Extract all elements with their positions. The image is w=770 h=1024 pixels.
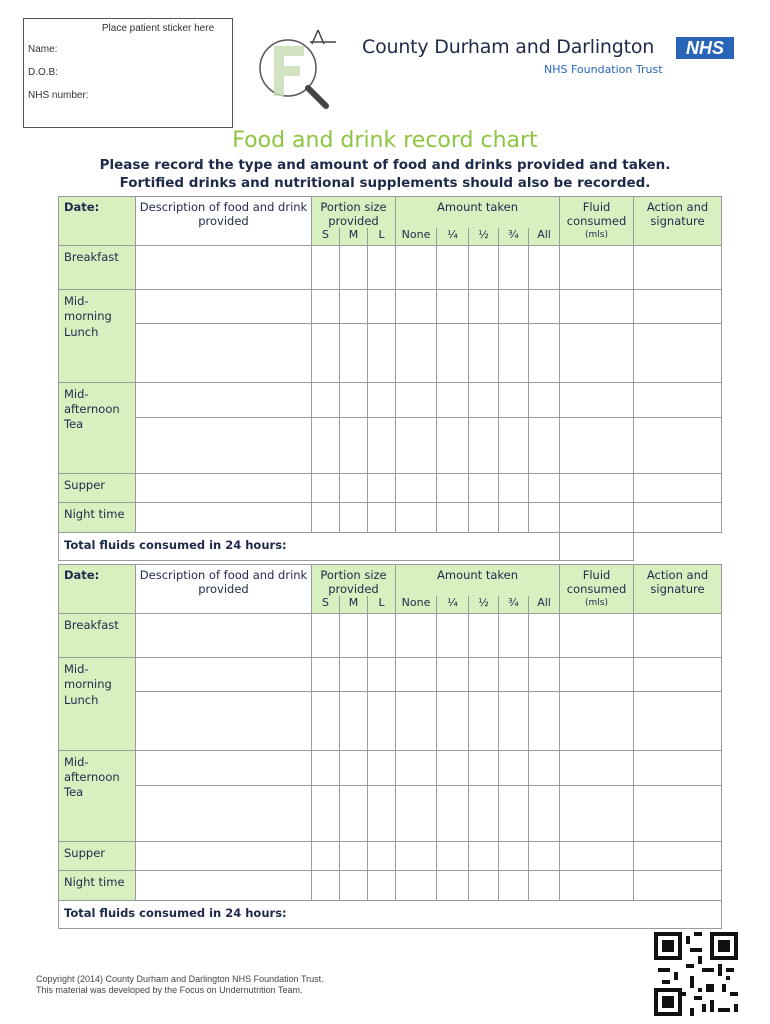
fluid-header: Fluid consumed (mls) (560, 565, 634, 614)
row-mid-afternoon: Mid- afternoon (59, 383, 136, 418)
row-mid-morning: Mid- morning (59, 657, 136, 692)
portion-m: M (340, 228, 368, 245)
nhs-number-label: NHS number: (28, 90, 89, 101)
portion-header: Portion size provided (312, 565, 396, 597)
portion-header: Portion size provided (312, 197, 396, 229)
amount-half: ½ (469, 596, 499, 613)
table-row (59, 417, 722, 473)
fluid-header: Fluid consumed (mls) (560, 197, 634, 246)
patient-sticker-box[interactable] (23, 18, 233, 128)
instruction-line-1: Please record the type and amount of food and drinks provided and taken. (99, 157, 671, 173)
amount-all: All (529, 228, 560, 245)
qr-code-icon (654, 932, 738, 1016)
table-row (59, 785, 722, 841)
instruction-line-2: Fortified drinks and nutritional supplements should also be recorded. (119, 175, 651, 191)
amount-quarter: ¼ (437, 596, 469, 613)
table-row (59, 383, 722, 418)
row-night-time: Night time (59, 870, 136, 900)
table-row (59, 870, 722, 900)
footer (36, 974, 324, 996)
row-supper: Supper (59, 841, 136, 870)
amount-header: Amount taken (396, 565, 560, 597)
amount-header: Amount taken (396, 197, 560, 229)
name-label: Name: (28, 44, 58, 55)
total-fluids-label: Total fluids consumed in 24 hours: (59, 532, 560, 560)
row-lunch: Lunch (59, 324, 136, 383)
sticker-heading: Place patient sticker here (101, 23, 215, 34)
row-mid-afternoon: Mid- afternoon (59, 751, 136, 786)
amount-three-quarter: ¾ (499, 228, 529, 245)
table-row (59, 245, 722, 289)
table-row (59, 289, 722, 324)
dob-label: D.O.B: (28, 67, 59, 78)
table-row (59, 692, 722, 751)
description-header: Description of food and drink provided (136, 197, 312, 246)
total-fluids-field[interactable] (560, 532, 634, 560)
row-supper: Supper (59, 473, 136, 502)
focus-logo-icon (248, 24, 340, 116)
amount-half: ½ (469, 228, 499, 245)
amount-three-quarter: ¾ (499, 596, 529, 613)
action-header: Action and signature (634, 197, 722, 246)
amount-quarter: ¼ (437, 228, 469, 245)
table-row (59, 473, 722, 502)
portion-l: L (368, 596, 396, 613)
table-row (59, 751, 722, 786)
copyright-line: Copyright (2014) County Durham and Darlington NHS Foundation Trust. (36, 974, 324, 984)
developed-by-line: This material was developed by the Focus on Undernutrition Team. (36, 985, 303, 995)
record-chart-1 (58, 196, 713, 561)
record-chart-2 (58, 564, 713, 929)
row-tea: Tea (59, 785, 136, 841)
table-row (59, 324, 722, 383)
description-header: Description of food and drink provided (136, 565, 312, 614)
date-label: Date: (59, 197, 136, 246)
table-row (59, 613, 722, 657)
row-mid-morning: Mid- morning (59, 289, 136, 324)
table-row (59, 841, 722, 870)
row-tea: Tea (59, 417, 136, 473)
row-breakfast: Breakfast (59, 245, 136, 289)
amount-none: None (396, 596, 437, 613)
row-lunch: Lunch (59, 692, 136, 751)
amount-none: None (396, 228, 437, 245)
portion-s: S (312, 228, 340, 245)
total-fluids-label: Total fluids consumed in 24 hours: (59, 900, 722, 928)
org-subtitle: NHS Foundation Trust (544, 63, 663, 76)
total-row (59, 900, 722, 928)
row-night-time: Night time (59, 502, 136, 532)
amount-all: All (529, 596, 560, 613)
table-row (59, 657, 722, 692)
fluid-unit: (mls) (585, 598, 608, 608)
org-name: County Durham and Darlington (362, 36, 655, 58)
row-breakfast: Breakfast (59, 613, 136, 657)
fluid-unit: (mls) (585, 230, 608, 240)
date-label: Date: (59, 565, 136, 614)
nhs-logo-badge: NHS (676, 37, 734, 59)
table-row (59, 502, 722, 532)
total-row (59, 532, 722, 560)
portion-m: M (340, 596, 368, 613)
portion-l: L (368, 228, 396, 245)
action-header: Action and signature (634, 565, 722, 614)
portion-s: S (312, 596, 340, 613)
page-title: Food and drink record chart (232, 128, 538, 153)
